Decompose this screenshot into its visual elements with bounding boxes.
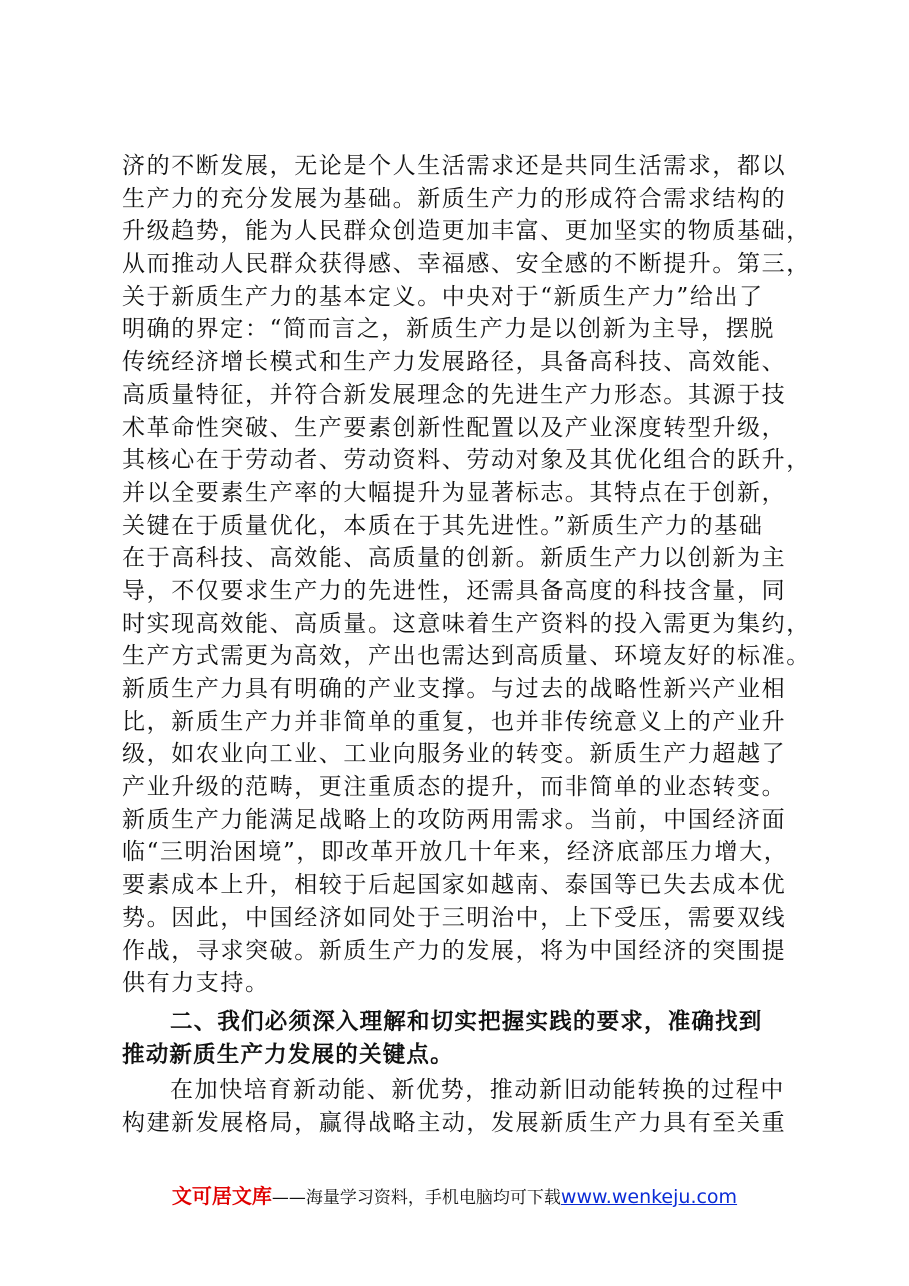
paragraph <box>122 1074 802 1139</box>
body-line: 从而推动人民群众获得感、幸福感、安全感的不断提升。第三， <box>122 251 811 278</box>
body-line: 比，新质生产力并非简单的重复，也并非传统意义上的产业升 <box>122 708 787 735</box>
body-line: 术革命性突破、生产要素创新性配置以及产业深度转型升级， <box>122 414 787 441</box>
body-line: 要素成本上升，相较于后起国家如越南、泰国等已失去成本优 <box>122 872 787 899</box>
footer-brand: 文可居文库 <box>171 1184 272 1208</box>
body-line: 构建新发展格局，赢得战略主动，发展新质生产力具有至关重 <box>122 1109 787 1136</box>
footer-dash: —— <box>271 1188 306 1208</box>
body-line: 新质生产力能满足战略上的攻防两用需求。当前，中国经济面 <box>122 806 787 833</box>
body-line: 在于高科技、高效能、高质量的创新。新质生产力以创新为主 <box>122 545 787 572</box>
body-text <box>122 150 811 1139</box>
heading-line: 二、我们必须深入理解和切实把握实践的要求，准确找到 <box>170 1008 763 1035</box>
body-line: 时实现高效能、高质量。这意味着生产资料的投入需更为集约， <box>122 610 811 637</box>
body-line: 升级趋势，能为人民群众创造更加丰富、更加坚实的物质基础， <box>122 218 811 245</box>
heading-line: 推动新质生产力发展的关键点。 <box>122 1041 454 1068</box>
body-line: 级，如农业向工业、工业向服务业的转变。新质生产力超越了 <box>122 741 787 768</box>
body-line: 并以全要素生产率的大幅提升为显著标志。其特点在于创新， <box>122 479 787 506</box>
footer-banner <box>0 1182 909 1212</box>
footer-tagline: 海量学习资料，手机电脑均可下载 <box>305 1188 561 1208</box>
body-line: 作战，寻求突破。新质生产力的发展，将为中国经济的突围提 <box>122 937 787 964</box>
body-line: 导，不仅要求生产力的先进性，还需具备高度的科技含量，同 <box>122 577 787 604</box>
section-heading <box>122 1006 802 1072</box>
body-line: 关键在于质量优化，本质在于其先进性。”新质生产力的基础 <box>122 512 764 539</box>
body-line: 势。因此，中国经济如同处于三明治中，上下受压，需要双线 <box>122 904 787 931</box>
body-line: 新质生产力具有明确的产业支撑。与过去的战略性新兴产业相 <box>122 676 787 702</box>
body-line: 生产力的充分发展为基础。新质生产力的形成符合需求结构的 <box>122 185 787 212</box>
body-line: 在加快培育新动能、新优势，推动新旧动能转换的过程中 <box>170 1076 785 1103</box>
body-line: 产业升级的范畴，更注重质态的提升，而非简单的业态转变。 <box>122 774 787 801</box>
body-line: 传统经济增长模式和生产力发展路径，具备高科技、高效能、 <box>122 349 787 376</box>
body-line: 其核心在于劳动者、劳动资料、劳动对象及其优化组合的跃升， <box>122 447 811 474</box>
body-line: 临“三明治困境”，即改革开放几十年来，经济底部压力增大， <box>122 839 789 866</box>
body-line: 明确的界定：“简而言之，新质生产力是以创新为主导，摆脱 <box>122 316 775 343</box>
body-line: 济的不断发展，无论是个人生活需求还是共同生活需求，都以 <box>122 153 787 179</box>
body-line: 高质量特征，并符合新发展理念的先进生产力形态。其源于技 <box>122 381 787 408</box>
body-line: 关于新质生产力的基本定义。中央对于“新质生产力”给出了 <box>122 283 764 310</box>
body-line: 供有力支持。 <box>122 970 270 997</box>
footer-url-link[interactable]: www.wenkeju.com <box>560 1186 738 1208</box>
body-line: 生产方式需更为高效，产出也需达到高质量、环境友好的标准。 <box>122 643 811 670</box>
